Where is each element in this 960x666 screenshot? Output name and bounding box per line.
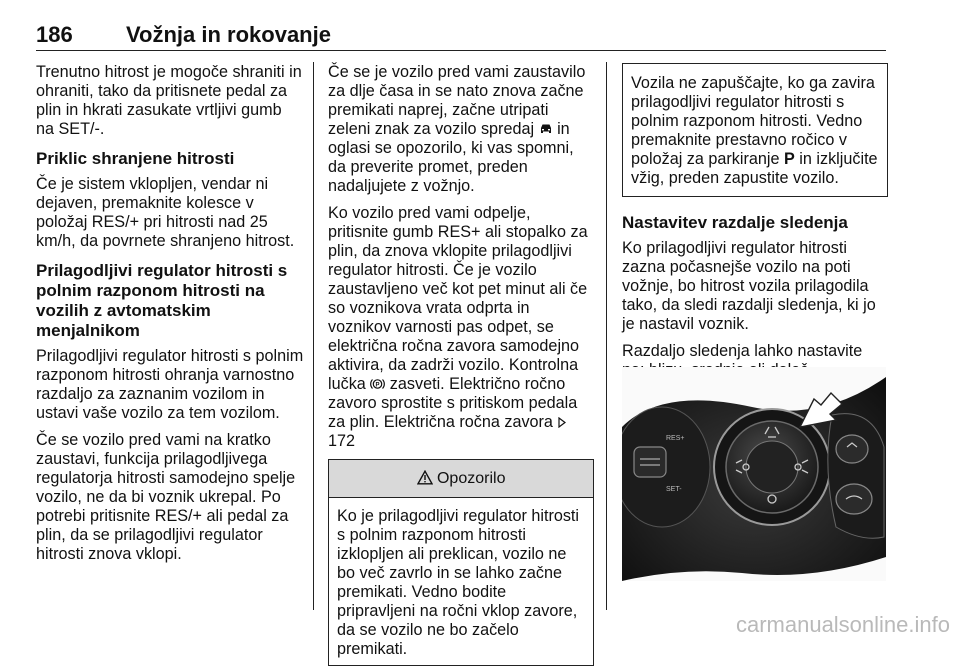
- section-heading: Prilagodljivi regulator hitrosti s polnim razponom hitrosti na vozilih z avtomatskim menjalnikom: [36, 261, 288, 340]
- page-header: [36, 22, 886, 51]
- parking-brake-icon: [370, 377, 385, 391]
- section-heading: Nastavitev razdalje sledenja: [622, 213, 848, 232]
- text-run: Če se je vozilo pred vami zaustavilo za dlje časa in se nato znova začne premikati naprej, začne utripati zeleni znak za vozilo spredaj: [328, 63, 586, 138]
- column-right: [622, 63, 888, 388]
- paragraph: [328, 204, 594, 451]
- res-label: RES+: [666, 435, 685, 442]
- text-run: Ko vozilo pred vami odpelje, pritisnite gumb RES+ ali stopalko za plin, da znova vklopite prilagodljivi regulator hitrosti. Če je vozilo zaustavljeno več kot pet minut ali če so voznikova vrata odprta in voznikov varnosti pas odpet, se električna ročna zavora samodejno aktivira, da zadrži vozilo. Kontrolna lučka: [328, 204, 588, 393]
- warning-header: [329, 460, 593, 498]
- warning-triangle-icon: [417, 470, 433, 485]
- paragraph: Prilagodljivi regulator hitrosti s polnim razponom hitrosti ohranja varnostno razdaljo za zaznanim vozilom in ustavi vaše vozilo za tem vozilom.: [36, 347, 304, 422]
- paragraph: Trenutno hitrost je mogoče shraniti in ohraniti, tako da pritisnete pedal za plin in hkrati zasukate vrtljivi gumb na SET/-.: [36, 63, 302, 138]
- warning-text: Ko je prilagodljivi regulator hitrosti s polnim razponom hitrosti izklopljen ali preklican, vozilo ne bo več zavrlo in se lahko začne premikati. Vedno bodite pripravljeni na ročni vklop zavore, da se vozilo ne bo začelo premikati.: [337, 507, 580, 658]
- paragraph: [328, 63, 594, 196]
- park-position-label: P: [783, 150, 795, 168]
- text-run: in izključite vžig, preden zapustite vozilo.: [631, 150, 878, 187]
- text-run: in oglasi se opozorilo, ki vas spomni, da preverite promet, preden nadaljujete z vožnjo.: [328, 120, 574, 195]
- watermark: carmanualsonline.info: [735, 612, 950, 637]
- paragraph: Če se vozilo pred vami na kratko zaustavi, funkcija prilagodljivega regulatorja hitrosti samodejno spelje vozilo, ne da bi voznik ukrepal. Po potrebi pritisnite RES/+ ali pedal za plin, da se prilagodljivi regulator hitrosti znova vklopi.: [36, 431, 296, 563]
- column-middle: [328, 63, 594, 666]
- chapter-title: Vožnja in rokovanje: [126, 22, 331, 47]
- svg-text:P: P: [375, 382, 380, 389]
- text-run: zasveti. Električno ročno zavoro sprostite s pritiskom pedala za plin. Električna ročna zavora: [328, 375, 578, 431]
- page-reference-icon: [557, 417, 567, 428]
- steering-wheel-controls-photo: [622, 367, 886, 581]
- vehicle-ahead-icon: [539, 123, 553, 135]
- note-box: [622, 63, 888, 197]
- paragraph: Razdaljo sledenja lahko nastavite: [622, 342, 863, 360]
- page-number: 186: [36, 22, 73, 47]
- paragraph: Ko prilagodljivi regulator hitrosti zazna počasnejše vozilo na poti vožnje, bo hitrost vozila prilagodila tako, da sledi razdalji sledenja, ki jo je nastavil voznik.: [622, 239, 876, 333]
- column-divider: [606, 62, 607, 610]
- section-heading: Priklic shranjene hitrosti: [36, 149, 235, 168]
- warning-box: [328, 459, 594, 666]
- text-run: Vozila ne zapuščajte, ko ga zavira prilagodljivi regulator hitrosti s polnim razponom hitrosti. Vedno premaknite prestavno ročico v položaj za parkiranje: [631, 74, 875, 168]
- warning-title: Opozorilo: [436, 470, 506, 487]
- steering-wheel-illustration: [622, 367, 886, 581]
- column-divider: [313, 62, 314, 610]
- page-reference: 172: [328, 432, 356, 450]
- paragraph: Če je sistem vklopljen, vendar ni dejaven, premaknite kolesce v položaj RES/+ pri hitrosti nad 25 km/h, da povrnete shranjeno hitrost.: [36, 175, 295, 250]
- set-label: SET-: [666, 486, 682, 493]
- column-left: [36, 63, 304, 572]
